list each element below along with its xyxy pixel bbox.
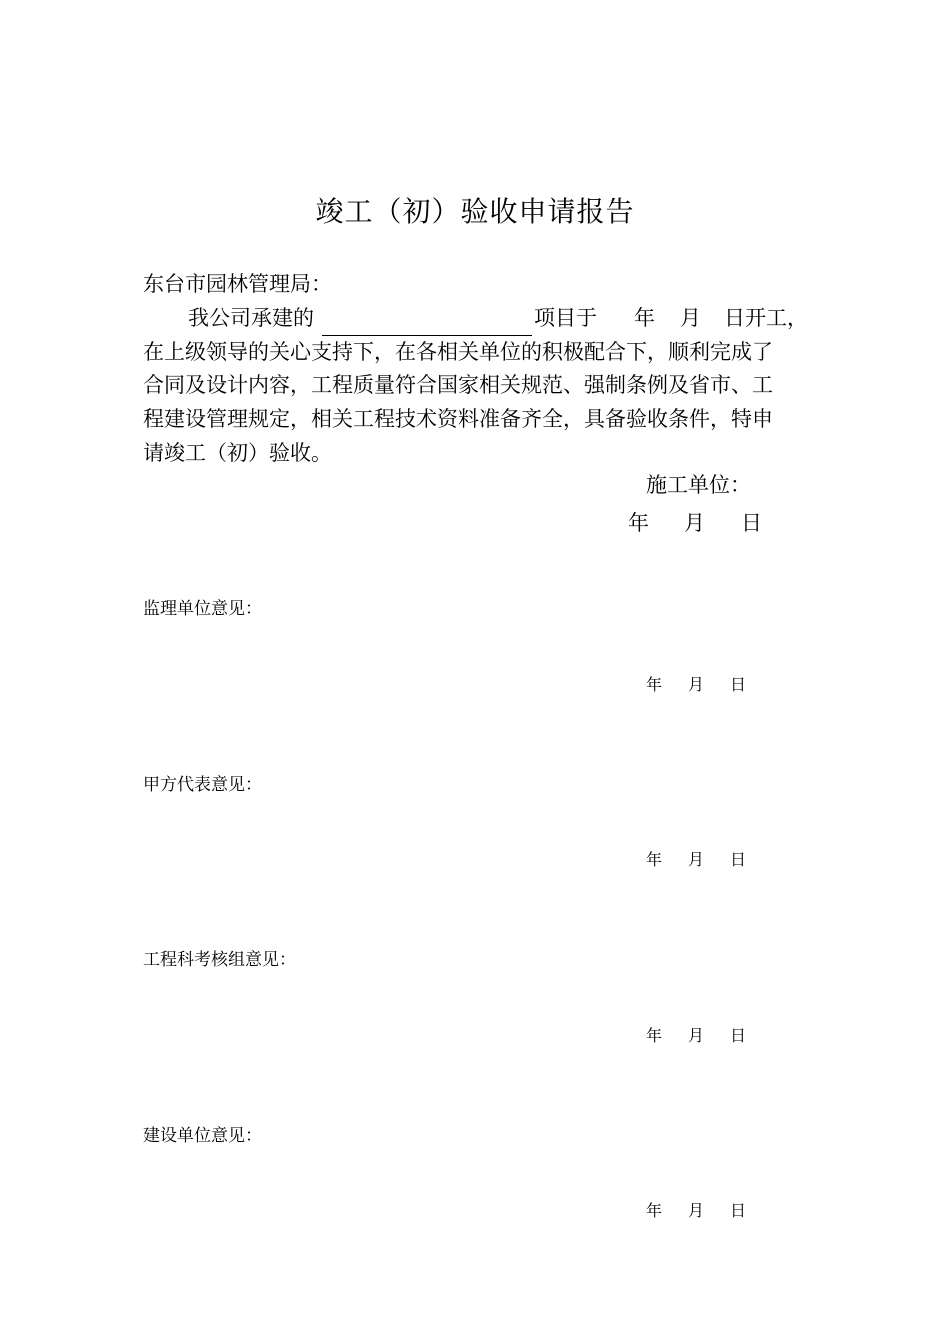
- developer-date-year: 年: [646, 1201, 663, 1220]
- owner-rep-date-month: 月: [688, 850, 705, 869]
- body-line4: 程建设管理规定，相关工程技术资料准备齐全，具备验收条件，特申: [143, 407, 773, 431]
- body-line1-month: 月: [680, 306, 701, 330]
- engineering-team-opinion-label: 工程科考核组意见：: [143, 950, 296, 970]
- owner-rep-opinion-label: 甲方代表意见：: [143, 775, 262, 795]
- owner-rep-date-day: 日: [730, 850, 747, 869]
- document-title: 竣工（初）验收申请报告: [315, 195, 635, 228]
- body-line1-year: 年: [634, 306, 655, 330]
- engineering-team-date-month: 月: [688, 1026, 705, 1045]
- supervisor-opinion-label: 监理单位意见：: [143, 599, 262, 619]
- supervisor-date-day: 日: [730, 675, 747, 694]
- owner-rep-date-year: 年: [646, 850, 663, 869]
- developer-opinion-label: 建设单位意见：: [143, 1126, 262, 1146]
- contractor-date-year: 年: [628, 511, 649, 535]
- body-line1-prefix: 我公司承建的: [188, 306, 314, 330]
- body-line1-project: 项目于: [534, 306, 597, 330]
- supervisor-date-year: 年: [646, 675, 663, 694]
- engineering-team-date-year: 年: [646, 1026, 663, 1045]
- developer-date-month: 月: [688, 1201, 705, 1220]
- engineering-team-date-day: 日: [730, 1026, 747, 1045]
- contractor-date-month: 月: [684, 511, 705, 535]
- contractor-label: 施工单位：: [646, 473, 751, 497]
- contractor-date-day: 日: [741, 511, 762, 535]
- body-line1-day: 日开工，: [724, 306, 808, 330]
- body-line3: 合同及设计内容，工程质量符合国家相关规范、强制条例及省市、工: [143, 373, 773, 397]
- body-line5: 请竣工（初）验收。: [143, 441, 332, 465]
- body-line2: 在上级领导的关心支持下，在各相关单位的积极配合下，顺利完成了: [143, 340, 773, 364]
- developer-date-day: 日: [730, 1201, 747, 1220]
- supervisor-date-month: 月: [688, 675, 705, 694]
- addressee: 东台市园林管理局：: [143, 272, 332, 296]
